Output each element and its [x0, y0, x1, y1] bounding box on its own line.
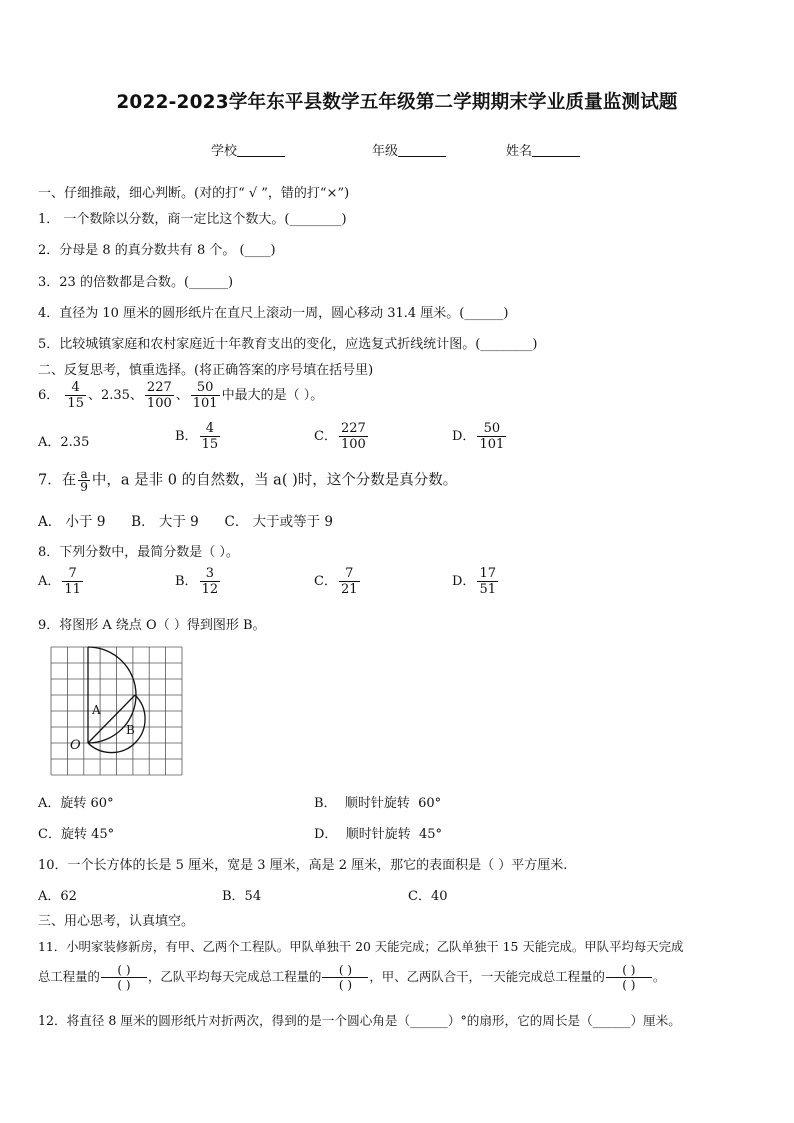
rotation-figure [50, 646, 183, 776]
q6-option-c-fraction: $\frac{227}{100}$ [340, 421, 366, 452]
q6-sep2: 、 [175, 388, 189, 403]
q6-sep1: 、2.35、 [87, 388, 143, 403]
q11-text-a: 总工程量的 [38, 969, 100, 984]
question-11-line1: 11．小明家装修新房，有甲、乙两个工程队。甲队单独干 20 天能完成；乙队单独干 15 天能完成。甲队平均每天完成 [38, 939, 684, 954]
name-blank[interactable] [532, 143, 580, 157]
q11-blank-fraction-1[interactable]: ( ) ( ) [101, 963, 147, 992]
q11-text-c: ，甲、乙两队合干，一天能完成总工程量的 [369, 969, 605, 984]
question-6 [38, 380, 323, 411]
q8-option-b-fraction: $\frac{3}{12}$ [201, 566, 219, 597]
question-5: 5．比较城镇家庭和农村家庭近十年教育支出的变化，应选复式折线统计图。(________) [38, 337, 538, 352]
q8-option-c-label: C． [314, 574, 337, 589]
q8-option-d-label: D． [452, 574, 476, 589]
name-field [506, 140, 580, 159]
question-8: 8．下列分数中，最简分数是（ ）。 [38, 545, 239, 560]
q6-option-b-label: B． [175, 429, 198, 444]
page-title: 2022-2023学年东平县数学五年级第二学期期末学业质量监测试题 [116, 92, 678, 113]
q6-prefix: 6． [38, 388, 60, 403]
q6-option-b[interactable] [175, 421, 222, 452]
q6-option-d-fraction: $\frac{50}{101}$ [479, 421, 505, 452]
q8-option-b-label: B． [175, 574, 198, 589]
question-1: 1． 一个数除以分数，商一定比这个数大。(________) [38, 212, 347, 227]
q11-text-d: 。 [652, 969, 666, 984]
q8-option-b[interactable] [175, 566, 222, 597]
q6-option-c[interactable] [314, 421, 370, 452]
label-b: B [126, 723, 135, 737]
question-10: 10．一个长方体的长是 5 厘米，宽是 3 厘米，高是 2 厘米，那它的表面积是（ ）平方厘米. [38, 858, 568, 873]
q11-blank-fraction-2[interactable]: ( ) ( ) [322, 963, 368, 992]
q10-option-a[interactable]: A．62 [38, 889, 77, 904]
question-11-line2 [38, 963, 665, 992]
question-9: 9．将图形 A 绕点 O（ ）得到图形 B。 [38, 618, 266, 633]
q8-option-a[interactable] [38, 566, 85, 597]
question-3: 3．23 的倍数都是合数。(______) [38, 275, 234, 290]
q8-option-c-fraction: $\frac{7}{21}$ [340, 566, 358, 597]
q7-options[interactable]: A． 小于 9 B． 大于 9 C． 大于或等于 9 [38, 514, 334, 530]
name-label: 姓名 [506, 144, 533, 159]
question-7 [38, 468, 457, 493]
section2-heading: 二、反复思考，慎重选择。(将正确答案的序号填在括号里) [38, 363, 374, 378]
question-2: 2．分母是 8 的真分数共有 8 个。 (____) [38, 243, 276, 258]
q11-blank-fraction-3[interactable]: ( ) ( ) [606, 963, 652, 992]
q8-option-d-fraction: $\frac{17}{51}$ [479, 566, 496, 597]
q6-fraction-2: $\frac{227}{100}$ [146, 380, 172, 411]
grid [51, 647, 182, 775]
q6-suffix: 中最大的是（ ）。 [221, 388, 324, 403]
section1-heading: 一、仔细推敲，细心判断。(对的打“ √ ”，错的打“×”) [38, 186, 350, 201]
label-a: A [92, 703, 101, 717]
q8-option-d[interactable] [452, 566, 500, 597]
q6-fraction-1: $\frac{4}{15}$ [67, 380, 84, 411]
label-o: O [70, 738, 81, 753]
grade-blank[interactable] [398, 143, 446, 157]
q9-option-d[interactable]: D． 顺时针旋转 45° [314, 827, 442, 842]
question-12: 12．将直径 8 厘米的圆形纸片对折两次，得到的是一个圆心角是（______）°的扇形，它的周长是（______）厘米。 [38, 1013, 681, 1028]
school-label: 学校 [211, 144, 238, 159]
q7-prefix: 7．在 [38, 472, 77, 489]
section3-heading: 三、用心思考，认真填空。 [38, 914, 195, 929]
q6-option-c-label: C． [314, 429, 337, 444]
q11-text-b: ，乙队平均每天完成总工程量的 [147, 969, 322, 984]
grade-field [372, 140, 446, 159]
q6-option-d-label: D． [452, 429, 476, 444]
q9-option-b[interactable]: B． 顺时针旋转 60° [314, 796, 442, 811]
q8-option-c[interactable] [314, 566, 362, 597]
q6-option-a[interactable]: A．2.35 [38, 435, 90, 450]
q6-fraction-3: $\frac{50}{101}$ [192, 380, 218, 411]
school-field [211, 140, 285, 159]
question-4: 4．直径为 10 厘米的圆形纸片在直尺上滚动一周，圆心移动 31.4 厘米。(______) [38, 306, 509, 321]
q9-option-a[interactable]: A．旋转 60° [38, 796, 114, 811]
q8-option-a-fraction: $\frac{7}{11}$ [64, 566, 81, 597]
q7-fraction: $\frac{a}{9}$ [80, 467, 88, 494]
q10-option-c[interactable]: C．40 [408, 889, 448, 904]
q6-option-d[interactable] [452, 421, 508, 452]
q6-option-b-fraction: $\frac{4}{15}$ [201, 421, 219, 452]
q10-option-b[interactable]: B．54 [222, 889, 262, 904]
school-blank[interactable] [237, 143, 285, 157]
q7-suffix: 中，a 是非 0 的自然数，当 a( )时，这个分数是真分数。 [91, 472, 458, 489]
q9-option-c[interactable]: C．旋转 45° [38, 827, 115, 842]
grade-label: 年级 [372, 144, 399, 159]
q8-option-a-label: A． [38, 574, 61, 589]
